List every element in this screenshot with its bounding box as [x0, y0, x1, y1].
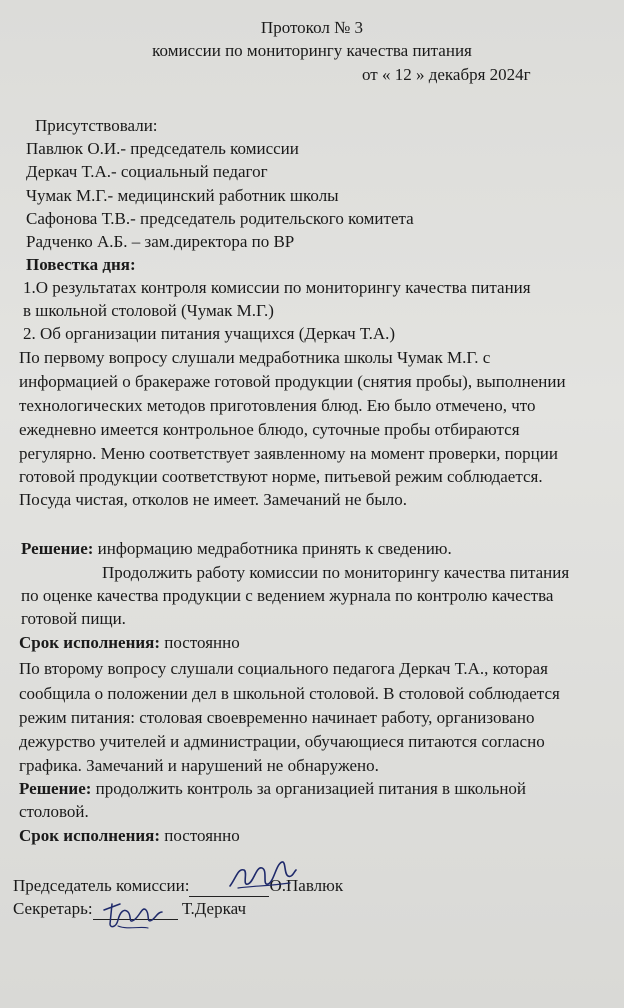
document-subtitle: комиссии по мониторингу качества питания: [152, 41, 472, 60]
present-member: Сафонова Т.В.- председатель родительского комитета: [26, 209, 414, 228]
q1-text-line: ежедневно имеется контрольное блюдо, суточные пробы отбираются: [19, 420, 520, 439]
q1-text-line: регулярно. Меню соответствует заявленному на момент проверки, порции: [19, 444, 558, 463]
agenda-item-1-cont: в школьной столовой (Чумак М.Г.): [23, 301, 274, 320]
present-member: Деркач Т.А.- социальный педагог: [26, 162, 268, 181]
q2-text-line: дежурство учителей и администрации, обучающиеся питаются согласно: [19, 732, 545, 751]
present-member: Павлюк О.И.- председатель комиссии: [26, 139, 299, 158]
q1-continue-line: по оценке качества продукции с ведением журнала по контролю качества: [21, 586, 554, 605]
q1-text-line: технологических методов приготовления блюд. Ею было отмечено, что: [19, 396, 536, 415]
q1-text-line: информацией о бракераже готовой продукции (снятия пробы), выполнении: [19, 372, 566, 391]
q1-decision: Решение: информацию медработника принять к сведению.: [21, 539, 452, 558]
q2-text-line: режим питания: столовая своевременно начинает работу, организовано: [19, 708, 535, 727]
document-title: Протокол № 3: [260, 18, 364, 37]
present-member: Радченко А.Б. – зам.директора по ВР: [26, 232, 295, 251]
q2-text-line: графика. Замечаний и нарушений не обнаружено.: [19, 756, 379, 775]
q1-text-line: готовой продукции соответствуют норме, питьевой режим соблюдается.: [19, 467, 543, 486]
agenda-heading: Повестка дня:: [26, 255, 136, 274]
q1-text-line: Посуда чистая, отколов не имеет. Замечаний не было.: [19, 490, 407, 509]
present-heading: Присутствовали:: [35, 116, 158, 135]
q2-decision-cont: столовой.: [19, 802, 89, 821]
q1-continue-line: Продолжить работу комиссии по мониторингу качества питания: [102, 563, 570, 582]
document-date: от « 12 » декабря 2024г: [362, 65, 531, 84]
chair-signature-image: [228, 856, 298, 896]
secretary-signature-line: Секретарь: Т.Деркач: [13, 899, 247, 918]
agenda-item-2: 2. Об организации питания учащихся (Деркач Т.А.): [23, 324, 396, 343]
q2-decision: Решение: продолжить контроль за организацией питания в школьной: [19, 779, 527, 798]
secretary-signature-image: [98, 890, 168, 932]
q1-continue-line: готовой пищи.: [21, 609, 126, 628]
chair-signature-line: Председатель комиссии: О.Павлюк: [13, 876, 344, 895]
q2-deadline: Срок исполнения: постоянно: [19, 826, 240, 845]
q2-text-line: По второму вопросу слушали социального педагога Деркач Т.А., которая: [19, 659, 548, 678]
present-member: Чумак М.Г.- медицинский работник школы: [26, 186, 339, 205]
agenda-item-1: 1.О результатах контроля комиссии по мониторингу качества питания: [23, 278, 531, 297]
q2-text-line: сообщила о положении дел в школьной столовой. В столовой соблюдается: [19, 684, 560, 703]
q1-deadline: Срок исполнения: постоянно: [19, 633, 240, 652]
q1-text-line: По первому вопросу слушали медработника школы Чумак М.Г. с: [19, 348, 491, 367]
